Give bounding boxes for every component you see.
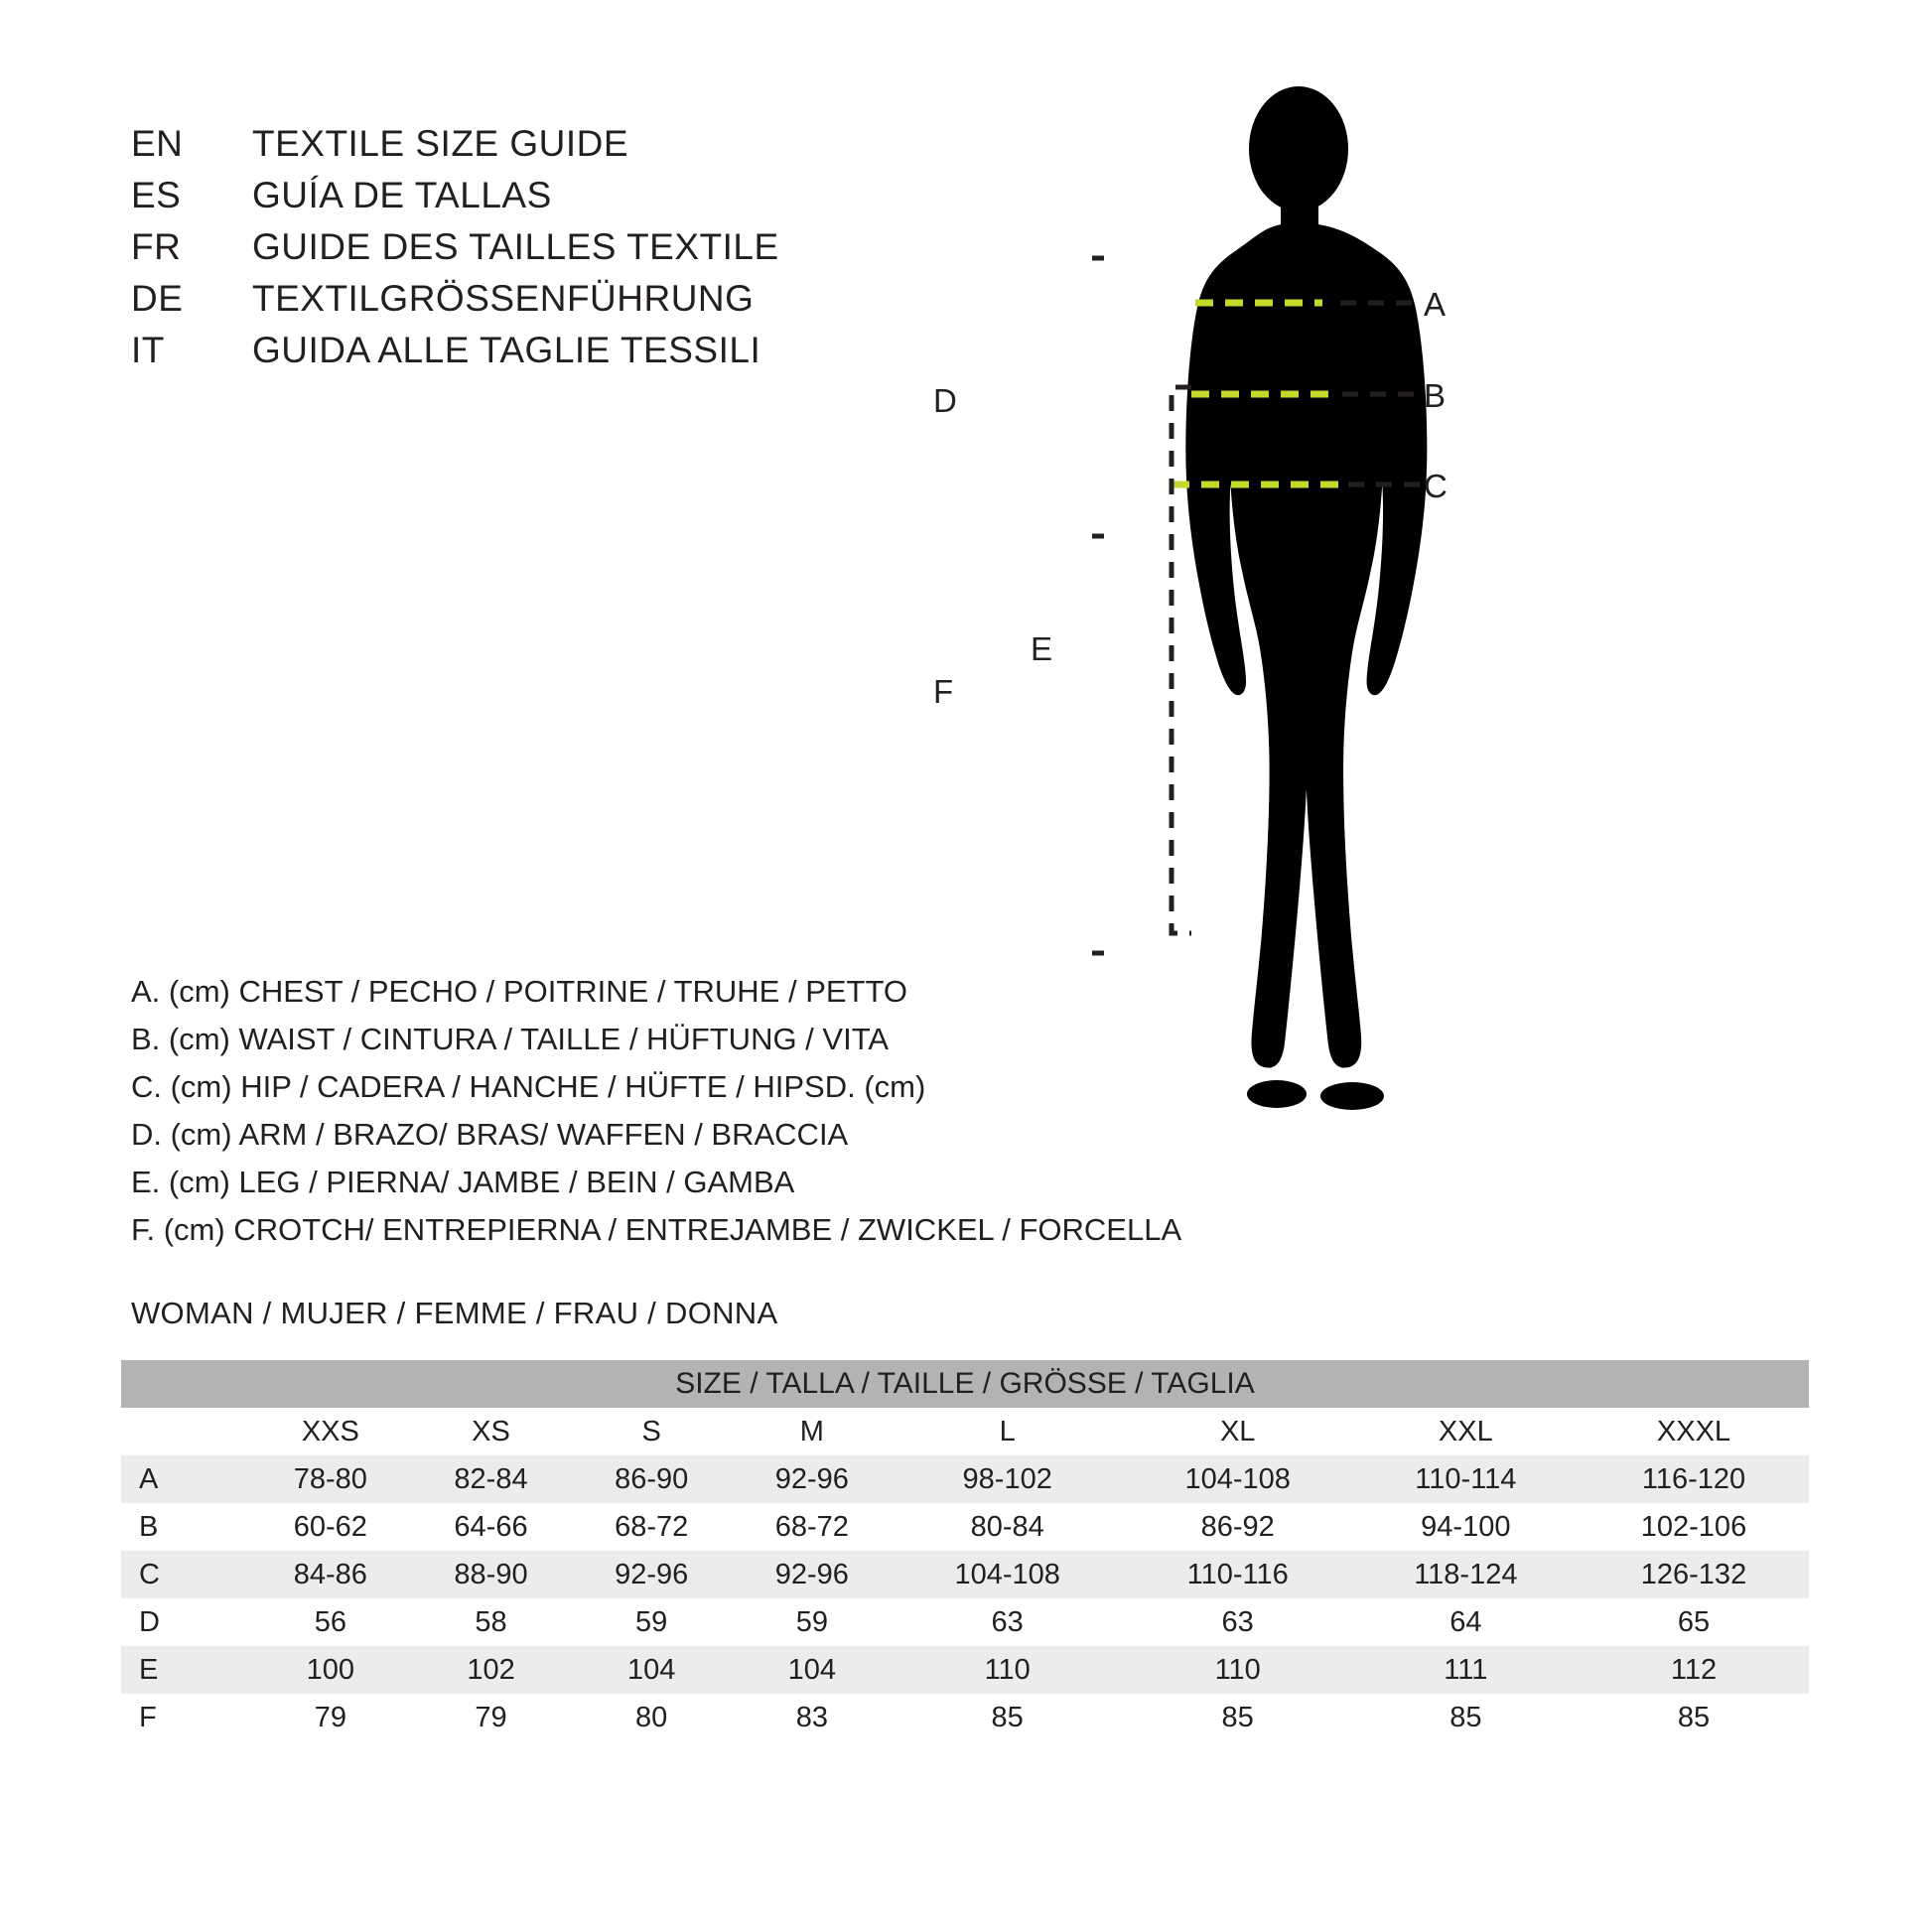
cell-d-s: 59 xyxy=(571,1598,732,1646)
cell-b-xs: 64-66 xyxy=(411,1503,572,1551)
cell-d-m: 59 xyxy=(732,1598,893,1646)
row-label-b: B xyxy=(121,1503,250,1551)
cell-c-s: 92-96 xyxy=(571,1551,732,1598)
title-text-en: TEXTILE SIZE GUIDE xyxy=(252,123,629,164)
cell-c-xs: 88-90 xyxy=(411,1551,572,1598)
cell-e-xxl: 111 xyxy=(1353,1646,1579,1694)
cell-a-xxs: 78-80 xyxy=(250,1455,411,1503)
title-lang-de: DE xyxy=(131,278,184,319)
figure-label-d: D xyxy=(933,382,957,419)
title-row xyxy=(131,330,905,381)
title-row xyxy=(131,123,905,175)
cell-a-xl: 104-108 xyxy=(1123,1455,1353,1503)
cell-c-xxxl: 126-132 xyxy=(1579,1551,1809,1598)
legend-item-b: B. (cm) WAIST / CINTURA / TAILLE / HÜFTUNG / VITA xyxy=(131,1022,890,1056)
cell-e-xs: 102 xyxy=(411,1646,572,1694)
cell-e-xxxl: 112 xyxy=(1579,1646,1809,1694)
body-measurement-diagram xyxy=(933,60,1886,1201)
figure-label-e: E xyxy=(1031,630,1053,667)
cell-d-xl: 63 xyxy=(1123,1598,1353,1646)
cell-c-xl: 110-116 xyxy=(1123,1551,1353,1598)
title-row xyxy=(131,175,905,226)
legend-item-e: E. (cm) LEG / PIERNA/ JAMBE / BEIN / GAMBA xyxy=(131,1165,795,1199)
row-label-a: A xyxy=(121,1455,250,1503)
cell-a-xxxl: 116-120 xyxy=(1579,1455,1809,1503)
table-header-row xyxy=(121,1408,1809,1455)
cell-c-xxs: 84-86 xyxy=(250,1551,411,1598)
table-header-xxs: XXS xyxy=(250,1408,411,1455)
title-row xyxy=(131,226,905,278)
cell-d-l: 63 xyxy=(893,1598,1123,1646)
table-caption-row xyxy=(121,1360,1809,1408)
cell-d-xxl: 64 xyxy=(1353,1598,1579,1646)
cell-e-s: 104 xyxy=(571,1646,732,1694)
cell-c-l: 104-108 xyxy=(893,1551,1123,1598)
cell-f-xxs: 79 xyxy=(250,1694,411,1741)
table-header-xxxl: XXXL xyxy=(1579,1408,1809,1455)
figure-label-c: C xyxy=(1424,468,1448,504)
table-header-xxl: XXL xyxy=(1353,1408,1579,1455)
cell-b-s: 68-72 xyxy=(571,1503,732,1551)
cell-e-xxs: 100 xyxy=(250,1646,411,1694)
cell-d-xxxl: 65 xyxy=(1579,1598,1809,1646)
title-text-it: GUIDA ALLE TAGLIE TESSILI xyxy=(252,330,761,370)
cell-f-xxxl: 85 xyxy=(1579,1694,1809,1741)
measurement-legend xyxy=(131,968,1183,1254)
cell-b-xxl: 94-100 xyxy=(1353,1503,1579,1551)
cell-b-xxs: 60-62 xyxy=(250,1503,411,1551)
table-row xyxy=(121,1455,1809,1503)
table-row xyxy=(121,1551,1809,1598)
title-row xyxy=(131,278,905,330)
title-lang-it: IT xyxy=(131,330,165,370)
cell-a-s: 86-90 xyxy=(571,1455,732,1503)
title-lang-en: EN xyxy=(131,123,184,164)
cell-e-xl: 110 xyxy=(1123,1646,1353,1694)
cell-a-xs: 82-84 xyxy=(411,1455,572,1503)
cell-f-xxl: 85 xyxy=(1353,1694,1579,1741)
title-text-fr: GUIDE DES TAILLES TEXTILE xyxy=(252,226,779,267)
table-row xyxy=(121,1694,1809,1741)
table-header-blank xyxy=(121,1408,250,1455)
figure-label-b: B xyxy=(1424,377,1447,414)
table-caption: SIZE / TALLA / TAILLE / GRÖSSE / TAGLIA xyxy=(121,1360,1809,1408)
cell-b-m: 68-72 xyxy=(732,1503,893,1551)
size-table xyxy=(121,1360,1809,1741)
cell-f-xs: 79 xyxy=(411,1694,572,1741)
title-block xyxy=(131,123,905,381)
figure-svg xyxy=(1092,60,1886,1201)
title-text-es: GUÍA DE TALLAS xyxy=(252,175,552,215)
cell-a-l: 98-102 xyxy=(893,1455,1123,1503)
table-header-xl: XL xyxy=(1123,1408,1353,1455)
legend-item-f: F. (cm) CROTCH/ ENTREPIERNA / ENTREJAMBE / ZWICKEL / FORCELLA xyxy=(131,1212,1182,1247)
cell-c-xxl: 118-124 xyxy=(1353,1551,1579,1598)
figure-label-f: F xyxy=(933,673,954,710)
cell-d-xxs: 56 xyxy=(250,1598,411,1646)
table-header-xs: XS xyxy=(411,1408,572,1455)
cell-e-m: 104 xyxy=(732,1646,893,1694)
legend-item-d: D. (cm) ARM / BRAZO/ BRAS/ WAFFEN / BRACCIA xyxy=(131,1117,849,1152)
table-header-m: M xyxy=(732,1408,893,1455)
table-header-s: S xyxy=(571,1408,732,1455)
cell-c-m: 92-96 xyxy=(732,1551,893,1598)
cell-f-xl: 85 xyxy=(1123,1694,1353,1741)
cell-b-xxxl: 102-106 xyxy=(1579,1503,1809,1551)
title-lang-es: ES xyxy=(131,175,182,215)
row-label-e: E xyxy=(121,1646,250,1694)
cell-f-s: 80 xyxy=(571,1694,732,1741)
row-label-d: D xyxy=(121,1598,250,1646)
cell-b-l: 80-84 xyxy=(893,1503,1123,1551)
row-label-f: F xyxy=(121,1694,250,1741)
gender-heading: WOMAN / MUJER / FEMME / FRAU / DONNA xyxy=(131,1296,778,1330)
crotch-bracket xyxy=(1092,536,1104,953)
cell-b-xl: 86-92 xyxy=(1123,1503,1353,1551)
cell-a-xxl: 110-114 xyxy=(1353,1455,1579,1503)
row-label-c: C xyxy=(121,1551,250,1598)
figure-label-a: A xyxy=(1424,286,1447,323)
title-text-de: TEXTILGRÖSSENFÜHRUNG xyxy=(252,278,755,319)
table-header-l: L xyxy=(893,1408,1123,1455)
cell-d-xs: 58 xyxy=(411,1598,572,1646)
legend-item-a: A. (cm) CHEST / PECHO / POITRINE / TRUHE / PETTO xyxy=(131,974,907,1009)
legend-item-c: C. (cm) HIP / CADERA / HANCHE / HÜFTE / HIPSD. (cm) xyxy=(131,1069,926,1104)
table-row xyxy=(121,1503,1809,1551)
woman-silhouette-icon xyxy=(1185,86,1427,1110)
cell-a-m: 92-96 xyxy=(732,1455,893,1503)
cell-f-l: 85 xyxy=(893,1694,1123,1741)
table-row xyxy=(121,1598,1809,1646)
cell-e-l: 110 xyxy=(893,1646,1123,1694)
table-row xyxy=(121,1646,1809,1694)
arm-bracket xyxy=(1092,258,1104,536)
cell-f-m: 83 xyxy=(732,1694,893,1741)
title-lang-fr: FR xyxy=(131,226,182,267)
